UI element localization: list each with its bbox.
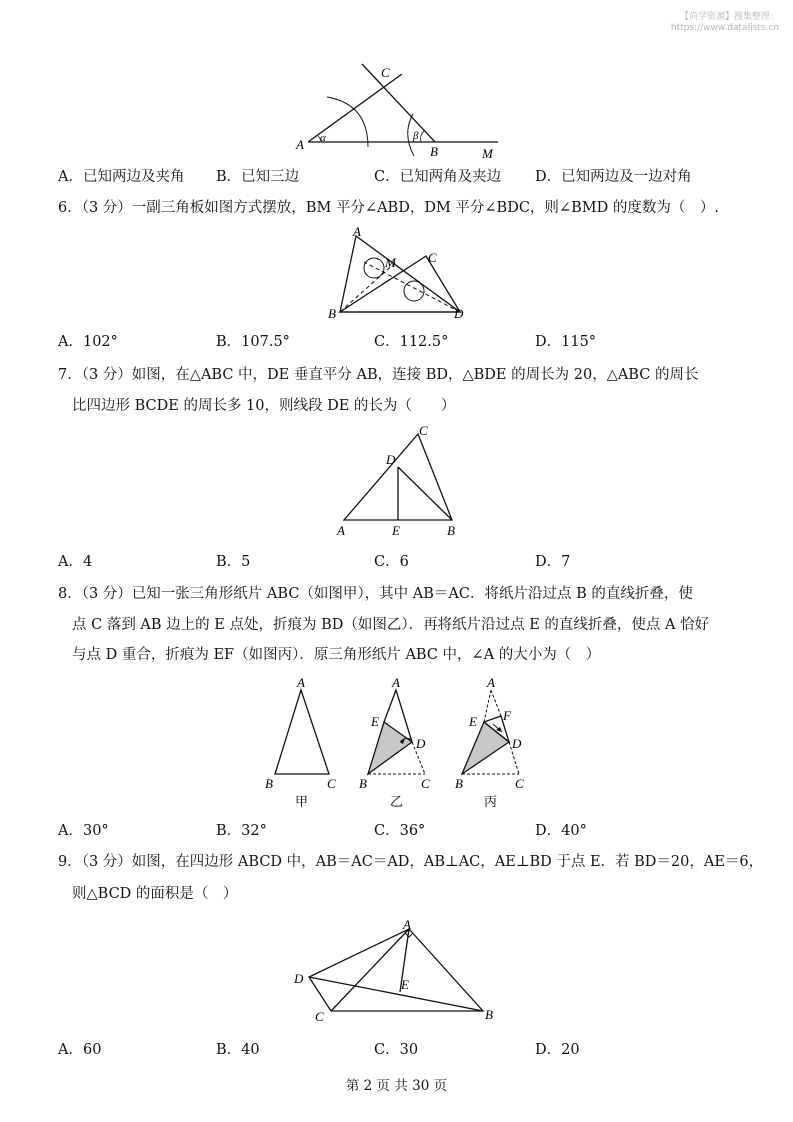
q6-ruler-hole-2 [404,281,424,301]
q5-label-m: M [482,146,493,161]
page-footer: 第 2 页 共 30 页 [345,1078,448,1094]
q7-figure [330,420,470,542]
q5-label-b: B [430,144,438,159]
q9-label-a: A [403,917,411,932]
q9-label-e: E [401,977,409,992]
q6-label-c: C [428,250,437,265]
q7-option-d[interactable]: D．7 [535,554,571,570]
q9-option-b[interactable]: B．40 [216,1042,260,1058]
watermark [671,12,779,34]
q7-label-c: C [419,423,428,438]
q7-label-a: A [337,523,345,538]
q8-yi-label-b: B [359,776,367,791]
q8-fig-jia-triangle [275,690,329,774]
q8-bing-label-d: D [512,736,522,751]
watermark-line-2: https://www.datalists.cn [670,23,779,33]
q8-option-d[interactable]: D．40° [535,823,587,839]
q6-figure [320,222,480,324]
q6-ruler-hole-1 [364,258,384,278]
q8-fig-yi-shaded [368,722,412,774]
q7-stem-line-1: 7．（3 分）如图，在△ABC 中，DE 垂直平分 AB，连接 BD，△BDE 的周长为 20，△ABC 的周长 [58,367,699,383]
q7-option-c[interactable]: C．6 [374,554,409,570]
q8-bing-label-e: E [469,714,477,729]
q6-label-d: D [454,306,464,321]
q6-triangle-bcd [340,256,460,312]
q6-option-c[interactable]: C．112.5° [374,334,449,350]
q6-option-d[interactable]: D．115° [535,334,597,350]
q5-options [58,167,758,187]
q9-option-d[interactable]: D．20 [535,1042,580,1058]
q8-option-a[interactable]: A．30° [58,823,109,839]
watermark-line-1: 【尚学资源】搜集整理： [679,12,779,22]
q6-options [58,332,758,352]
q5-label-a: A [296,137,304,152]
q9-label-c: C [315,1009,324,1024]
q6-label-a: A [353,224,361,239]
q8-stem-line-2: 点 C 落到 AB 边上的 E 点处，折痕为 BD（如图乙）．再将纸片沿过点 E 的直线折叠，使点 A 恰好 [72,617,710,633]
q8-bing-label-f: F [503,708,511,723]
q8-stem-line-3: 与点 D 重合，折痕为 EF（如图丙）．原三角形纸片 ABC 中，∠A 的大小为（ ） [72,647,601,663]
q9-option-a[interactable]: A．60 [58,1042,102,1058]
q8-yi-label-d: D [416,736,426,751]
q9-label-d: D [294,971,304,986]
q9-quadrilateral-abcd [309,929,483,1011]
q8-caption-yi: 乙 [390,794,404,809]
q5-label-c: C [381,65,390,80]
q5-option-d[interactable]: D．已知两边及一边对角 [535,169,692,185]
q5-angle-beta-arc [420,131,424,142]
q5-figure [290,52,510,164]
q7-options [58,552,758,572]
q9-options [58,1040,758,1060]
q9-figure [285,915,515,1027]
q7-option-a[interactable]: A．4 [58,554,93,570]
q8-caption-bing: 丙 [484,794,498,809]
q5-line-bc [362,64,435,142]
q8-option-c[interactable]: C．36° [374,823,426,839]
q8-fig-bing-shaded [462,722,509,774]
q8-yi-label-e: E [371,714,379,729]
q8-caption-jia: 甲 [295,794,309,809]
q8-figure [255,672,545,812]
q5-option-b[interactable]: B．已知三边 [216,169,300,185]
q6-stem: 6．（3 分）一副三角板如图方式摆放，BM 平分∠ABD，DM 平分∠BDC，则∠BMD 的度数为（ ）. [58,200,719,216]
q9-label-b: B [485,1007,493,1022]
q8-option-b[interactable]: B．32° [216,823,267,839]
q8-fig-bing-af-dashed [491,690,501,716]
q7-label-e: E [392,523,400,538]
q9-stem-line-1: 9．（3 分）如图，在四边形 ABCD 中，AB＝AC＝AD，AB⊥AC，AE⊥BD 于点 E．若 BD＝20，AE＝6， [58,854,764,870]
q9-line-ac [331,929,409,1011]
q6-label-b: B [328,306,336,321]
q8-jia-label-c: C [327,776,336,791]
q7-stem-line-2: 比四边形 BCDE 的周长多 10，则线段 DE 的长为（ ） [72,398,456,414]
q6-label-m: M [385,255,396,270]
q8-bing-label-c: C [515,776,524,791]
q7-option-b[interactable]: B．5 [216,554,251,570]
q8-stem-line-1: 8．（3 分）已知一张三角形纸片 ABC（如图甲），其中 AB＝AC．将纸片沿过点 B 的直线折叠，使 [58,586,693,602]
q7-label-d: D [386,452,396,467]
q8-bing-label-b: B [455,776,463,791]
q6-option-a[interactable]: A．102° [58,334,118,350]
q5-arc-a [327,97,368,147]
q8-jia-label-a: A [297,675,305,690]
q5-option-a[interactable]: A．已知两边及夹角 [58,169,185,185]
q8-yi-label-c: C [421,776,430,791]
q8-bing-label-a: A [487,675,495,690]
q8-yi-label-a: A [392,675,400,690]
q8-fig-bing-ae-dashed [484,690,491,722]
q9-stem-line-2: 则△BCD 的面积是（ ） [72,886,238,902]
q9-right-angle-mark [405,933,413,937]
q5-label-beta: β [413,130,419,142]
q5-option-c[interactable]: C．已知两角及夹边 [374,169,502,185]
q5-label-alpha: α [320,132,326,144]
q8-jia-label-b: B [265,776,273,791]
q7-line-bd [398,467,452,520]
q7-label-b: B [447,523,455,538]
q6-option-b[interactable]: B．107.5° [216,334,290,350]
q8-options [58,821,758,841]
q9-option-c[interactable]: C．30 [374,1042,419,1058]
